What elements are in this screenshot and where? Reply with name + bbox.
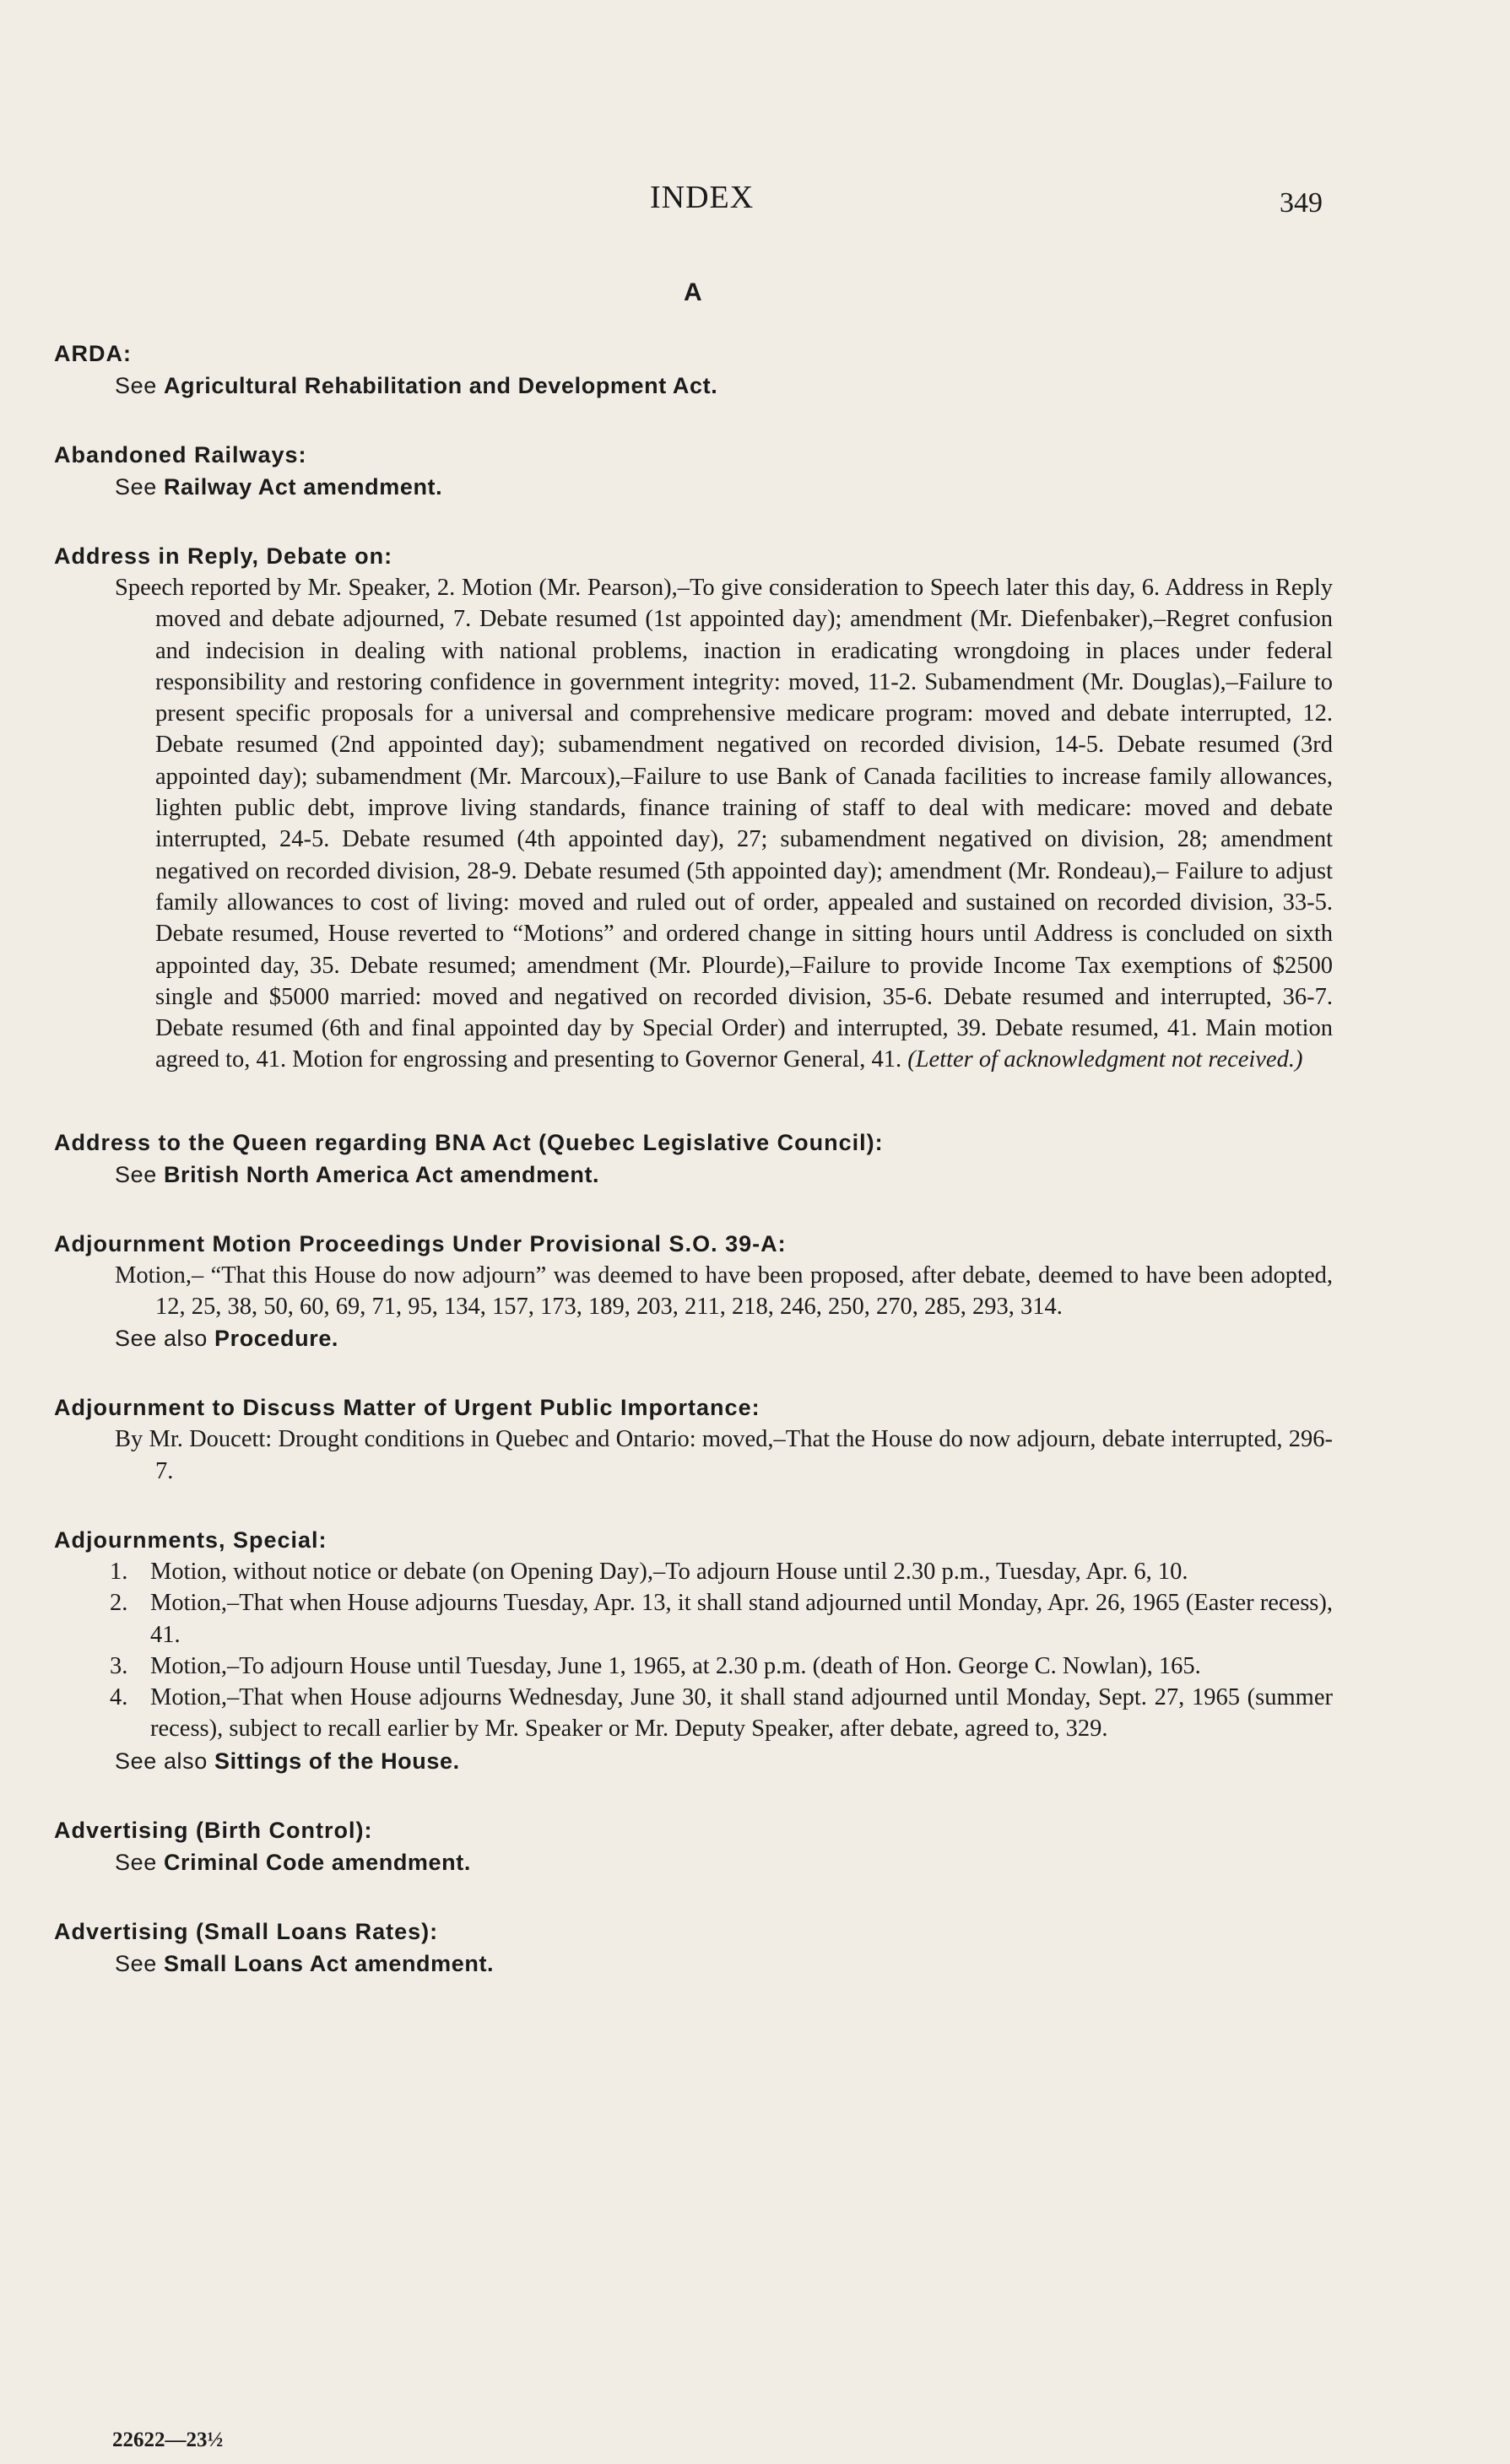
- entry-heading: Address to the Queen regarding BNA Act (Quebec Legislative Council):: [54, 1129, 884, 1155]
- see-target: British North America Act amendment.: [163, 1161, 600, 1187]
- item-text: Motion,–That when House adjourns Wednesday, June 30, it shall stand adjourned until Monday, Sept. 27, 1965 (summer recess), subject to recall earlier by Mr. Speaker or Mr. Deputy Speaker, after debate, agreed to, 329.: [150, 1684, 1333, 1743]
- entry-heading: ARDA:: [54, 341, 132, 366]
- entry-advertising-small-loans: [54, 1916, 1333, 1980]
- page-title: INDEX: [650, 180, 755, 215]
- entry-arda: [54, 338, 1333, 402]
- list-item: [54, 1682, 1333, 1745]
- see-prefix: See also: [115, 1326, 208, 1352]
- item-number: 1.: [110, 1558, 128, 1585]
- see-prefix: See: [115, 474, 157, 500]
- entry-body: By Mr. Doucett: Drought conditions in Quebec and Ontario: moved,–That the House do now adjourn, debate interrupted, 296-7.: [115, 1426, 1333, 1484]
- index-entries: [54, 338, 1333, 2017]
- entry-heading: Abandoned Railways:: [54, 442, 307, 467]
- see-reference: [54, 471, 1333, 503]
- see-target: Criminal Code amendment.: [163, 1849, 471, 1875]
- item-text: Motion,–That when House adjourns Tuesday, Apr. 13, it shall stand adjourned until Monday, Apr. 26, 1965 (Easter recess), 41.: [150, 1590, 1333, 1648]
- print-code: 22622—23½: [112, 2429, 224, 2451]
- item-text: Motion, without notice or debate (on Opening Day),–To adjourn House until 2.30 p.m., Tuesday, Apr. 6, 10.: [150, 1558, 1188, 1585]
- see-target: Sittings of the House.: [214, 1748, 460, 1774]
- entry-abandoned-railways: [54, 439, 1333, 503]
- section-letter: A: [684, 278, 702, 306]
- entry-text: [54, 572, 1333, 1076]
- item-number: 4.: [110, 1684, 128, 1711]
- item-number: 3.: [110, 1652, 128, 1679]
- entry-address-in-reply: [54, 540, 1333, 1076]
- italic-note: (Letter of acknowledgment not received.): [907, 1046, 1303, 1073]
- see-prefix: See: [115, 1161, 157, 1187]
- see-prefix: See also: [115, 1748, 208, 1774]
- see-also-reference: [54, 1745, 1333, 1777]
- page-number: 349: [1280, 187, 1323, 219]
- see-reference: [54, 370, 1333, 402]
- see-prefix: See: [115, 1849, 157, 1875]
- entry-adjournment-motion: [54, 1228, 1333, 1355]
- see-prefix: See: [115, 1950, 157, 1976]
- entry-body: Speech reported by Mr. Speaker, 2. Motion (Mr. Pearson),–To give consideration to Speech later this day, 6. Address in Reply moved and debate adjourned, 7. Debate resumed (1st appointed day); amendment (Mr. Diefenbaker),–Regret confusion and indecision in dealing with national problems, inaction in eradicating wrongdoing in places under federal responsibility and restoring confidence in government integrity: moved, 11-2. Subamendment (Mr. Douglas),–Failure to present specific proposals for a universal and comprehensive medicare program: moved and debate interrupted, 12. Debate resumed (2nd appointed day); subamendment negatived on recorded division, 14-5. Debate resumed (3rd appointed day); subamendment (Mr. Marcoux),–Failure to use Bank of Canada facilities to increase family allowances, lighten public debt, improve living standards, finance training of staff to deal with medicare: moved and debate interrupted, 24-5. Debate resumed (4th appointed day), 27; subamendment negatived on division, 28; amendment negatived on recorded division, 28-9. Debate resumed (5th appointed day); amendment (Mr. Rondeau),– Failure to adjust family allowances to cost of living: moved and ruled out of order, appealed and sustained on recorded division, 33-5. Debate resumed, House reverted to “Motions” and ordered change in sitting hours until Address is concluded on sixth appointed day, 35. Debate resumed; amendment (Mr. Plourde),–Failure to provide Income Tax exemptions of $2500 single and $5000 married: moved and negatived on recorded division, 35-6. Debate resumed and interrupted, 36-7. Debate resumed (6th and final appointed day by Special Order) and interrupted, 39. Debate resumed, 41. Main motion agreed to, 41. Motion for engrossing and presenting to Governor General, 41.: [115, 575, 1333, 1073]
- see-prefix: See: [115, 373, 157, 398]
- entry-heading: Adjournments, Special:: [54, 1526, 327, 1553]
- entry-address-queen: [54, 1127, 1333, 1191]
- numbered-list: [54, 1556, 1333, 1745]
- see-reference: [54, 1846, 1333, 1878]
- list-item: [54, 1651, 1333, 1682]
- entry-heading: Address in Reply, Debate on:: [54, 543, 393, 569]
- item-text: Motion,–To adjourn House until Tuesday, June 1, 1965, at 2.30 p.m. (death of Hon. George C. Nowlan), 165.: [150, 1652, 1201, 1679]
- entry-adjournments-special: [54, 1524, 1333, 1777]
- item-number: 2.: [110, 1590, 128, 1617]
- see-target: Procedure.: [214, 1326, 339, 1352]
- see-also-reference: [54, 1322, 1333, 1354]
- see-reference: [54, 1948, 1333, 1980]
- entry-advertising-birth-control: [54, 1814, 1333, 1878]
- see-target: Small Loans Act amendment.: [163, 1950, 495, 1976]
- entry-heading: Adjournment to Discuss Matter of Urgent Public Importance:: [54, 1395, 760, 1421]
- entry-heading: Advertising (Birth Control):: [54, 1817, 373, 1843]
- see-target: Agricultural Rehabilitation and Development Act.: [163, 373, 718, 398]
- entry-heading: Adjournment Motion Proceedings Under Provisional S.O. 39-A:: [54, 1230, 787, 1256]
- entry-body: Motion,– “That this House do now adjourn” was deemed to have been proposed, after debate, deemed to have been adopted, 12, 25, 38, 50, 60, 69, 71, 95, 134, 157, 173, 189, 203, 211, 218, 246, 250, 270, 285, 293, 314.: [115, 1262, 1333, 1321]
- entry-adjournment-urgent: [54, 1391, 1333, 1487]
- list-item: [54, 1556, 1333, 1587]
- list-item: [54, 1587, 1333, 1651]
- see-target: Railway Act amendment.: [163, 474, 443, 500]
- see-reference: [54, 1159, 1333, 1191]
- entry-heading: Advertising (Small Loans Rates):: [54, 1918, 439, 1944]
